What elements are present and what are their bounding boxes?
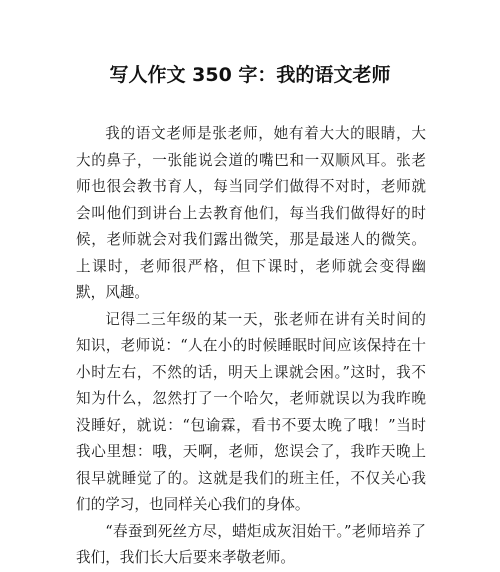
article-body (76, 121, 426, 572)
paragraph-3: “春蚕到死丝方尽，蜡炬成灰泪始干。”老师培养了我们，我们长大后要来孝敬老师。 (76, 522, 426, 566)
paragraph-2: 记得二三年级的某一天，张老师在讲有关时间的知识，老师说：“人在小的时候睡眠时间应该保持在十小时左右，不然的话，明天上课就会困。”这时，我不知为什么，忽然打了一个哈欠，老师就误以为我昨晚没睡好，就说：“包谕霖，看书不要太晚了哦！”当时我心里想：哦，天啊，老师，您误会了，我昨天晚上很早就睡觉了的。这就是我们的班主任，不仅关心我们的学习，也同样关心我们的身体。 (76, 310, 426, 513)
article-title: 写人作文 350 字：我的语文老师 (109, 64, 391, 86)
paragraph-1: 我的语文老师是张老师，她有着大大的眼睛，大大的鼻子，一张能说会道的嘴巴和一双顺风耳。张老师也很会教书育人，每当同学们做得不对时，老师就会叫他们到讲台上去教育他们，每当我们做得好的时候，老师就会对我们露出微笑，那是最迷人的微笑。上课时，老师很严格，但下课时，老师就会变得幽默，风趣。 (76, 125, 426, 301)
